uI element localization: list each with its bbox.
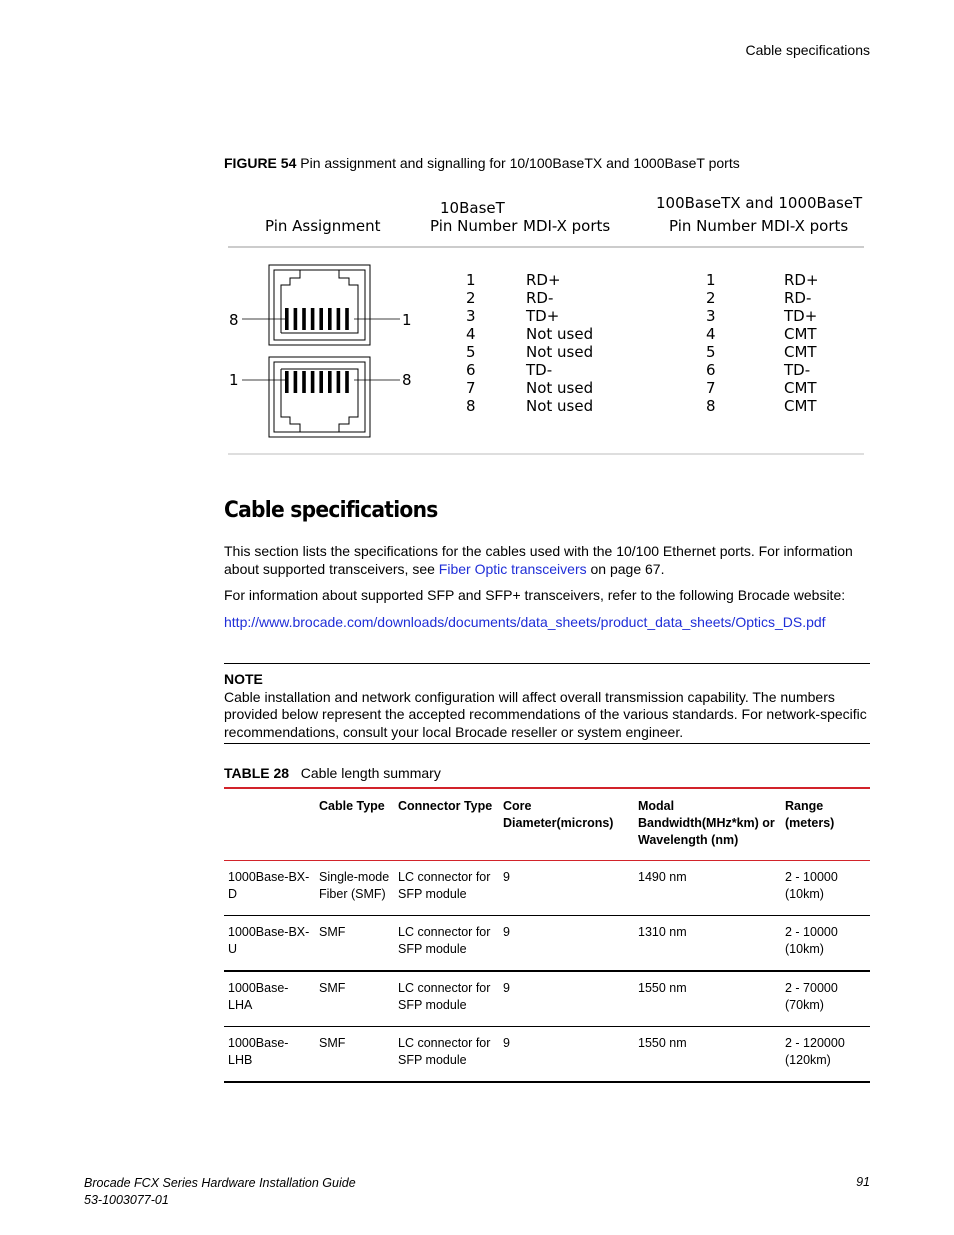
connector-pins (285, 308, 349, 330)
cell-range: 2 - 10000 (10km) (785, 870, 838, 901)
footer-document-info (84, 1175, 356, 1209)
cell-cable: 1000Base-LHA (228, 981, 289, 1012)
footer-page-number: 91 (856, 1175, 870, 1189)
connector-pin-contact (337, 371, 341, 393)
footer-doc-number: 53-1003077-01 (84, 1193, 169, 1207)
sfp-paragraph: For information about supported SFP and SFP+ transceivers, refer to the following Brocade website: (224, 587, 846, 603)
cell-connector: LC connector for SFP module (398, 981, 491, 1012)
header-core-diameter: Core Diameter(microns) (503, 799, 614, 830)
signal-10baset: RD- (526, 289, 554, 307)
figure-label: FIGURE 54 (224, 155, 297, 171)
cell-core: 9 (503, 870, 510, 884)
header-blank (224, 788, 315, 861)
signal-10baset: Not used (526, 397, 594, 415)
connector-pin-contact (302, 308, 306, 330)
cell-cable: 1000Base-BX-U (228, 925, 310, 956)
footer-doc-title: Brocade FCX Series Hardware Installation Guide (84, 1176, 356, 1190)
cell-cable-type: SMF (319, 925, 346, 939)
note-text: Cable installation and network configuration will affect overall transmission capability. The numbers provided below represent the accepted recommendations of the various standards. For network-specific recommendations, consult your local Brocade reseller or system engineer. (224, 688, 867, 740)
signal-1000baset: TD+ (784, 307, 818, 325)
pin-number-1000baset: 4 (706, 325, 716, 343)
note-title: NOTE (224, 671, 263, 687)
cell-connector: LC connector for SFP module (398, 870, 491, 901)
group-10baset: 10BaseT (440, 199, 505, 217)
cell-connector: LC connector for SFP module (398, 1036, 491, 1067)
signal-1000baset: RD+ (784, 271, 819, 289)
col-pin-number-1000: Pin Number (669, 217, 757, 235)
rj45-connector-bottom (269, 357, 370, 437)
cell-cable-type: Single-mode Fiber (SMF) (319, 870, 390, 901)
signal-1000baset: CMT (784, 343, 817, 361)
col-pin-assignment: Pin Assignment (265, 217, 381, 235)
cell-cable-type: SMF (319, 1036, 346, 1050)
connector-pin-contact (328, 308, 332, 330)
signal-10baset: TD- (526, 361, 553, 379)
connector-pin-contact (294, 371, 298, 393)
pin-number-10baset: 7 (466, 379, 476, 397)
pin-number-10baset: 6 (466, 361, 476, 379)
pin-number-1000baset: 2 (706, 289, 716, 307)
note-box (224, 663, 870, 744)
signal-1000baset: TD- (784, 361, 811, 379)
header-cable-type: Cable Type (319, 799, 385, 813)
connector-pin-contact (294, 308, 298, 330)
cell-core: 9 (503, 925, 510, 939)
table-row (224, 971, 870, 1027)
pin-assignment-figure (224, 188, 870, 460)
signal-10baset: RD+ (526, 271, 561, 289)
table-caption-text: Cable length summary (300, 765, 441, 781)
section-title: Cable specifications (224, 498, 438, 523)
pin-number-1000baset: 3 (706, 307, 716, 325)
signal-1000baset: CMT (784, 325, 817, 343)
signal-10baset: TD+ (526, 307, 560, 325)
table-label: TABLE 28 (224, 765, 290, 781)
connector-pin-contact (319, 308, 323, 330)
intro-text: This section lists the specifications for the cables used with the 10/100 Ethernet ports. For information about supported transceivers, see (224, 543, 853, 577)
cell-range: 2 - 120000 (120km) (785, 1036, 845, 1067)
cell-wavelength: 1550 nm (638, 981, 687, 995)
header-modal-bandwidth: Modal Bandwidth(MHz*km) or Wavelength (nm) (638, 799, 775, 847)
cell-range: 2 - 70000 (70km) (785, 981, 838, 1012)
pin-number-10baset: 5 (466, 343, 476, 361)
col-mdix-1000: MDI-X ports (761, 217, 849, 235)
table-row (224, 916, 870, 972)
intro-text-end: on page 67. (586, 561, 665, 577)
pin-number-1000baset: 1 (706, 271, 716, 289)
cable-length-table (224, 787, 870, 1083)
table-header-row (224, 788, 870, 861)
signal-1000baset: RD- (784, 289, 812, 307)
col-mdix-10: MDI-X ports (523, 217, 611, 235)
pin-number-10baset: 3 (466, 307, 476, 325)
fiber-optic-transceivers-link[interactable]: Fiber Optic transceivers (438, 561, 587, 577)
intro-paragraph (224, 542, 874, 578)
pin-number-1000baset: 6 (706, 361, 716, 379)
signal-1000baset: CMT (784, 379, 817, 397)
table-caption (224, 765, 441, 781)
cell-range: 2 - 10000 (10km) (785, 925, 838, 956)
table-row (224, 1027, 870, 1083)
connector-pin-contact (319, 371, 323, 393)
header-range: Range (meters) (785, 799, 835, 830)
pin-number-1000baset: 7 (706, 379, 716, 397)
connector-pin-contact (345, 308, 349, 330)
pin-number-10baset: 8 (466, 397, 476, 415)
pin-number-10baset: 4 (466, 325, 476, 343)
connector-pin-contact (337, 308, 341, 330)
connector-pin-contact (328, 371, 332, 393)
cell-core: 9 (503, 1036, 510, 1050)
cell-wavelength: 1310 nm (638, 925, 687, 939)
running-header-title: Cable specifications (745, 42, 870, 58)
pin-signal-rows (466, 271, 819, 415)
connector-pin-contact (345, 371, 349, 393)
figure-caption (224, 155, 740, 171)
optics-datasheet-link[interactable]: http://www.brocade.com/downloads/documents/data_sheets/product_data_sheets/Optics_DS.pdf (224, 614, 826, 630)
connector-label-top-left: 8 (229, 311, 239, 329)
pin-number-1000baset: 8 (706, 397, 716, 415)
pin-number-10baset: 2 (466, 289, 476, 307)
col-pin-number-10: Pin Number (430, 217, 518, 235)
rj45-connector-top (269, 265, 370, 345)
connector-label-bottom-right: 8 (402, 371, 412, 389)
table-row (224, 861, 870, 916)
cell-wavelength: 1550 nm (638, 1036, 687, 1050)
signal-10baset: Not used (526, 325, 594, 343)
signal-10baset: Not used (526, 343, 594, 361)
connector-pin-contact (311, 371, 315, 393)
pin-number-1000baset: 5 (706, 343, 716, 361)
connector-label-top-right: 1 (402, 311, 412, 329)
connector-label-bottom-left: 1 (229, 371, 239, 389)
signal-1000baset: CMT (784, 397, 817, 415)
cell-cable: 1000Base-LHB (228, 1036, 289, 1067)
connector-pin-contact (285, 371, 289, 393)
header-connector-type: Connector Type (398, 799, 493, 813)
cell-cable: 1000Base-BX-D (228, 870, 310, 901)
connector-pin-contact (311, 308, 315, 330)
connector-pin-contact (302, 371, 306, 393)
cell-core: 9 (503, 981, 510, 995)
cell-cable-type: SMF (319, 981, 346, 995)
cell-connector: LC connector for SFP module (398, 925, 491, 956)
figure-caption-text: Pin assignment and signalling for 10/100BaseTX and 1000BaseT ports (300, 155, 740, 171)
group-100-1000: 100BaseTX and 1000BaseT (656, 194, 863, 212)
signal-10baset: Not used (526, 379, 594, 397)
pin-number-10baset: 1 (466, 271, 476, 289)
cell-wavelength: 1490 nm (638, 870, 687, 884)
connector-pins (285, 371, 349, 393)
